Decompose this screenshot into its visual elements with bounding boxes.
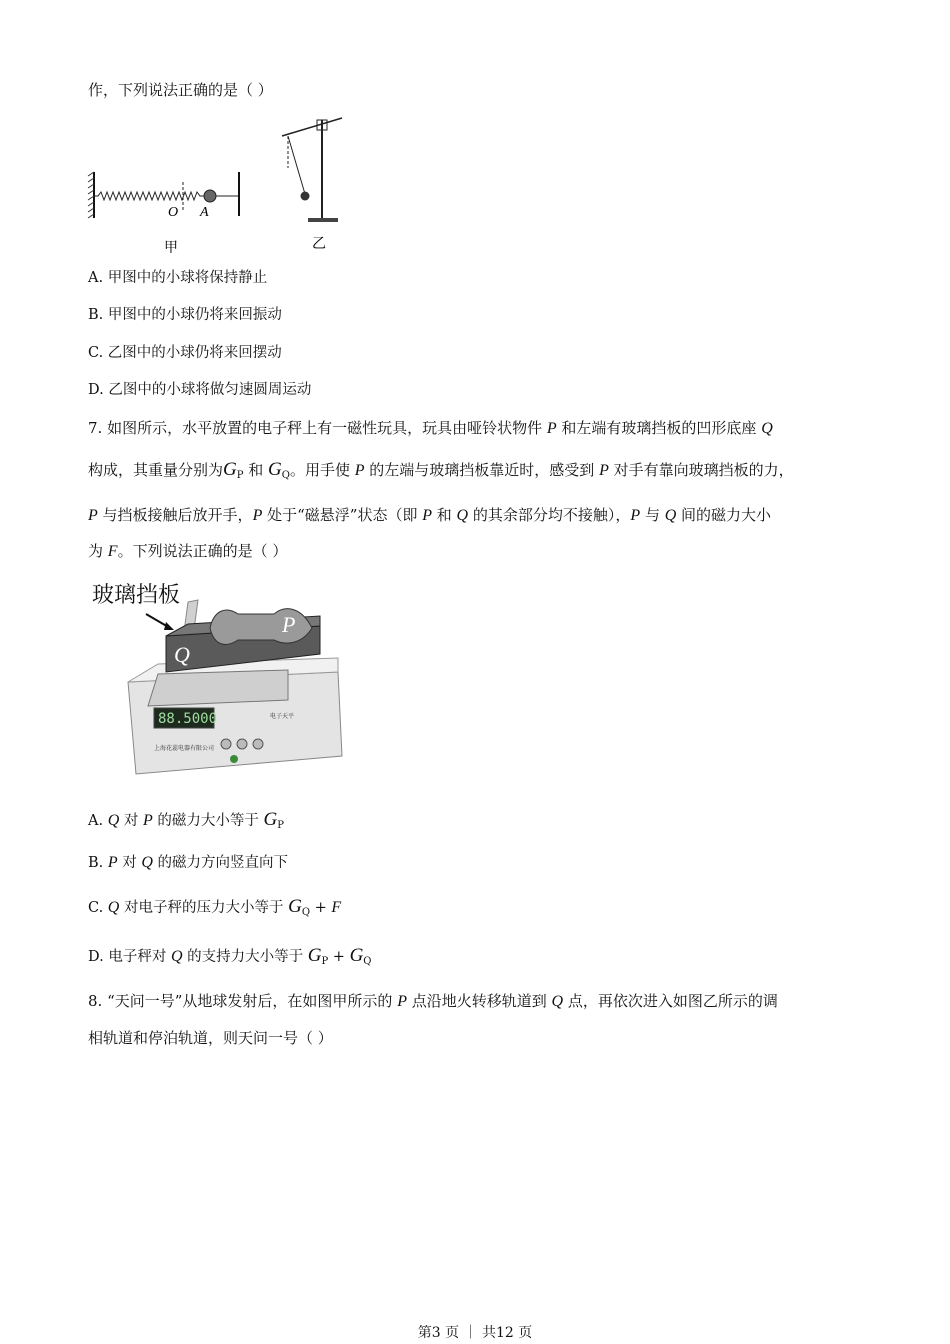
q6-stem-tail: 作，下列说法正确的是（ ） — [88, 81, 273, 99]
page-footer: 第3 页 ｜ 共12 页 — [417, 1325, 533, 1341]
q7-option-b: B. P 对 Q 的磁力方向竖直向下 — [88, 854, 289, 871]
q6-option-c: C. 乙图中的小球仍将来回摆动 — [88, 345, 282, 361]
label-q: Q — [174, 642, 190, 667]
caption-yi: 乙 — [312, 236, 326, 252]
q6-option-a: A. 甲图中的小球将保持静止 — [88, 270, 268, 286]
stand-arm — [282, 118, 342, 136]
caption-jia: 甲 — [164, 240, 178, 256]
q7-line-3: P 与挡板接触后放开手，P 处于“磁悬浮”状态（即 P 和 Q 的其余部分均不接触），P 与 Q 间的磁力大小 — [88, 506, 772, 524]
q7-line-1: 7. 如图所示，水平放置的电子秤上有一磁性玩具，玩具由哑铃状物件 P 和左端有玻璃挡板的凹形底座 Q — [88, 419, 773, 437]
scale-button-3 — [253, 739, 263, 749]
q7-option-c: C. Q 对电子秤的压力大小等于 $G_Q + F$ — [88, 896, 342, 918]
label-o: O — [168, 205, 179, 220]
q8-line-2: 相轨道和停泊轨道，则天问一号（ ） — [88, 1029, 333, 1047]
q6-option-b: B. 甲图中的小球仍将来回振动 — [88, 307, 282, 323]
pendulum-string — [288, 136, 305, 194]
label-a: A — [200, 205, 209, 220]
q6-option-d: D. 乙图中的小球将做匀速圆周运动 — [88, 382, 312, 398]
scale-model: 电子天平 — [270, 713, 295, 720]
scale-button-2 — [237, 739, 247, 749]
stand-base — [308, 218, 338, 222]
q7-option-d: D. 电子秤对 Q 的支持力大小等于 $G_P + G_Q$ — [88, 945, 372, 967]
scale-brand: 上海花蕊电器有限公司 — [154, 745, 215, 752]
q6-figure-jia — [86, 160, 256, 260]
scale-panel — [148, 670, 288, 706]
q7-figure-scale — [88, 574, 348, 792]
glass-arrow-head — [164, 622, 174, 630]
q8-line-1: 8. “天问一号”从地球发射后，在如图甲所示的 P 点沿地火转移轨道到 Q 点，再依次进入如图乙所示的调 — [88, 992, 778, 1010]
pendulum-bob — [301, 192, 310, 201]
q7-option-a: A. Q 对 P 的磁力大小等于 $G_P$ — [88, 809, 284, 831]
scale-power-led — [230, 755, 238, 763]
scale-reading: 88.5000 — [158, 711, 218, 727]
q7-line-2: 构成，其重量分别为$G_P$ 和 $G_Q$。用手使 P 的左端与玻璃挡板靠近时，感受到 P 对手有靠向玻璃挡板的力， — [88, 459, 794, 481]
q7-line-4: 为 F。下列说法正确的是（ ） — [88, 542, 288, 560]
scale-button-1 — [221, 739, 231, 749]
dumbbell-p — [210, 609, 312, 645]
ball-a — [204, 190, 216, 202]
label-p: P — [282, 612, 296, 637]
q6-figure-yi — [278, 110, 358, 260]
glass-label: 玻璃挡板 — [92, 583, 181, 608]
spring — [94, 192, 204, 200]
